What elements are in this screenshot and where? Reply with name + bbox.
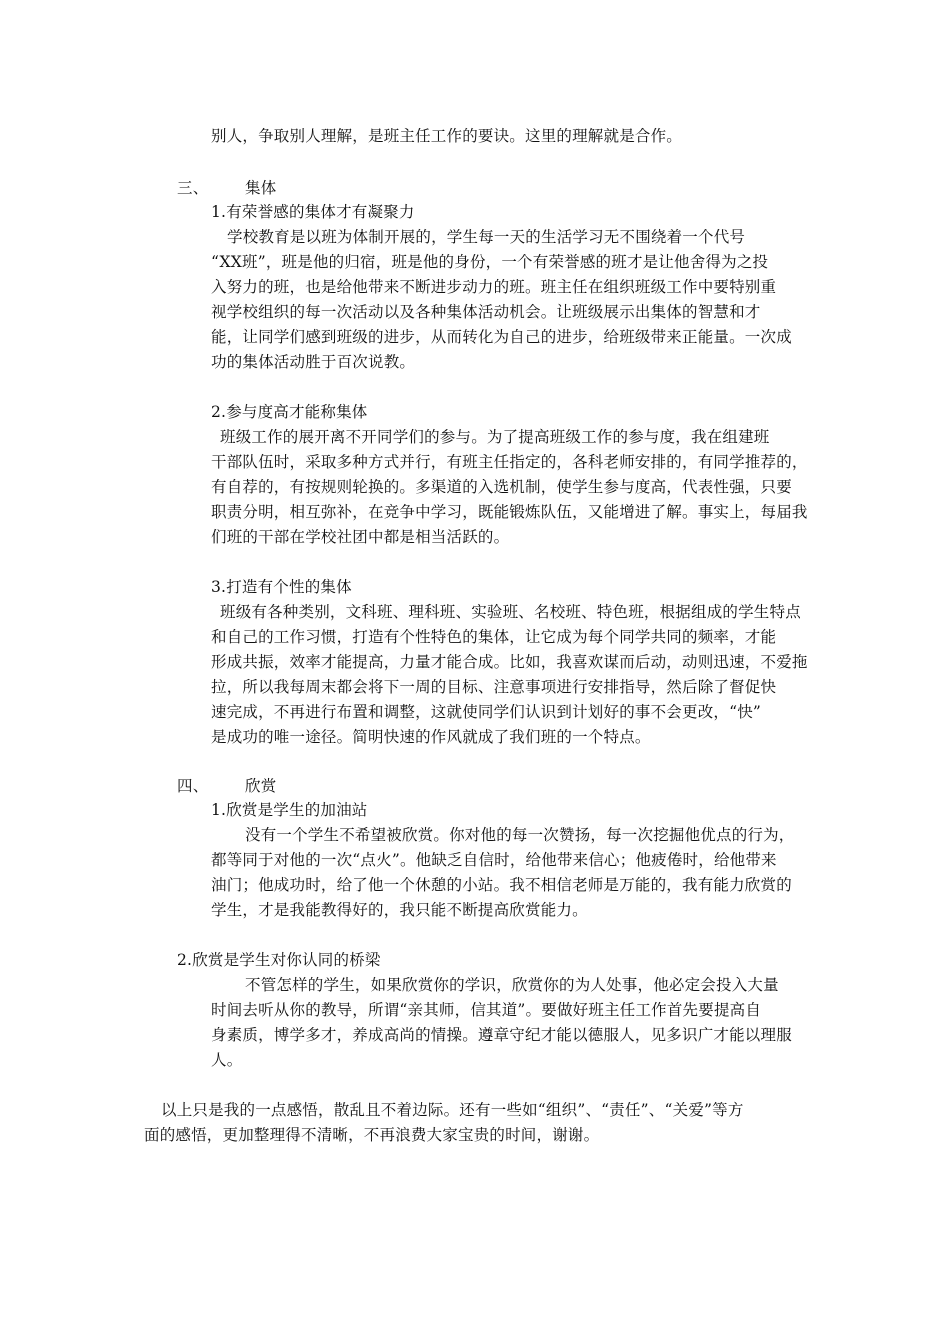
paragraph-line: 时间去听从你的教导，所谓“亲其师，信其道”。要做好班主任工作首先要提高自 (211, 1001, 762, 1019)
paragraph-line: 能，让同学们感到班级的进步，从而转化为自己的进步，给班级带来正能量。一次成 (211, 328, 792, 346)
paragraph-line: 和自己的工作习惯，打造有个性特色的集体，让它成为每个同学共同的频率，才能 (211, 628, 777, 646)
paragraph-line: 是成功的唯一途径。简明快速的作风就成了我们班的一个特点。 (211, 728, 651, 746)
paragraph-line: 以上只是我的一点感悟，散乱且不着边际。还有一些如“组织”、“责任”、“关爱”等方 (161, 1101, 744, 1119)
paragraph-line: 视学校组织的每一次活动以及各种集体活动机会。让班级展示出集体的智慧和才 (211, 303, 761, 321)
paragraph-line: 学生，才是我能教得好的，我只能不断提高欣赏能力。 (211, 901, 588, 919)
paragraph-line: 都等同于对他的一次“点火”。他缺乏自信时，给他带来信心；他疲倦时，给他带来 (211, 851, 777, 869)
paragraph-line: 不管怎样的学生，如果欣赏你的学识，欣赏你的为人处事，他必定会投入大量 (245, 976, 779, 994)
section-number: 三、 (177, 179, 209, 197)
paragraph-line: “XX班”，班是他的归宿，班是他的身份，一个有荣誉感的班才是让他舍得为之投 (211, 253, 769, 271)
paragraph-line: 拉，所以我每周末都会将下一周的目标、注意事项进行安排指导，然后除了督促快 (211, 678, 777, 696)
paragraph-line: 人。 (211, 1051, 243, 1069)
section-number: 四、 (177, 777, 209, 795)
paragraph-line: 班级工作的展开离不开同学们的参与。为了提高班级工作的参与度，我在组建班 (220, 428, 770, 446)
paragraph-line: 别人，争取别人理解，是班主任工作的要诀。这里的理解就是合作。 (211, 127, 683, 145)
subsection-heading: 1.有荣誉感的集体才有凝聚力 (211, 203, 415, 221)
paragraph-line: 们班的干部在学校社团中都是相当活跃的。 (211, 528, 510, 546)
paragraph-line: 班级有各种类别，文科班、理科班、实验班、名校班、特色班，根据组成的学生特点 (220, 603, 801, 621)
paragraph-line: 功的集体活动胜于百次说教。 (211, 353, 416, 371)
section-title: 欣赏 (245, 777, 277, 795)
subsection-heading: 2.欣赏是学生对你认同的桥梁 (177, 951, 381, 969)
paragraph-line: 入努力的班，也是给他带来不断进步动力的班。班主任在组织班级工作中要特别重 (211, 278, 777, 296)
paragraph-line: 没有一个学生不希望被欣赏。你对他的每一次赞扬，每一次挖掘他优点的行为， (245, 826, 795, 844)
subsection-heading: 3.打造有个性的集体 (211, 578, 352, 596)
paragraph-line: 形成共振，效率才能提高，力量才能合成。比如，我喜欢谋而后动，动则迅速，不爱拖 (211, 653, 808, 671)
paragraph-line: 干部队伍时，采取多种方式并行，有班主任指定的，各科老师安排的，有同学推荐的， (211, 453, 808, 471)
paragraph-line: 学校教育是以班为体制开展的，学生每一天的生活学习无不围绕着一个代号 (227, 228, 746, 246)
subsection-heading: 1.欣赏是学生的加油站 (211, 801, 368, 819)
paragraph-line: 职责分明，相互弥补，在竞争中学习，既能锻炼队伍，又能增进了解。事实上，每届我 (211, 503, 808, 521)
paragraph-line: 面的感悟，更加整理得不清晰，不再浪费大家宝贵的时间，谢谢。 (144, 1126, 600, 1144)
subsection-heading: 2.参与度高才能称集体 (211, 403, 368, 421)
paragraph-line: 速完成，不再进行布置和调整，这就使同学们认识到计划好的事不会更改，“快” (211, 703, 762, 721)
paragraph-line: 有自荐的，有按规则轮换的。多渠道的入选机制，使学生参与度高，代表性强，只要 (211, 478, 792, 496)
section-title: 集体 (245, 179, 277, 197)
paragraph-line: 油门；他成功时，给了他一个休憩的小站。我不相信老师是万能的，我有能力欣赏的 (211, 876, 792, 894)
paragraph-line: 身素质，博学多才，养成高尚的情操。遵章守纪才能以德服人，见多识广才能以理服 (211, 1026, 792, 1044)
